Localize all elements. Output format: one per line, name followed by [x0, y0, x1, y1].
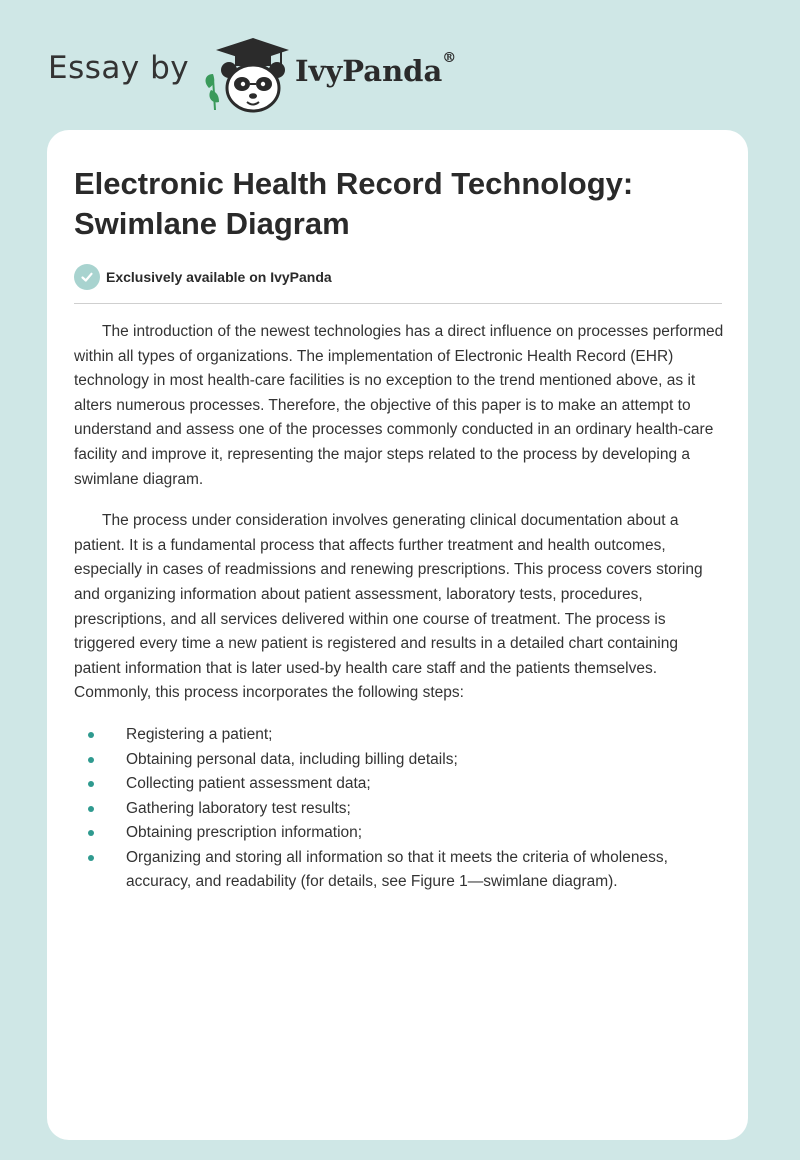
exclusive-badge-label: Exclusively available on IvyPanda [106, 269, 332, 285]
paragraph-process: The process under consideration involves generating clinical documentation about a patient. It is a fundamental process that affects further treatment and health outcomes, especially in cases of readmissions and renewing prescriptions. This process covers storing and organizing information about patient assessment, laboratory tests, procedures, prescriptions, and all services delivered within one course of treatment. The process is triggered every time a new patient is registered and results in a detailed chart containing patient information that is later used-by health care staff and the patients themselves. Commonly, this process incorporates the following steps: [74, 512, 703, 702]
list-item-text: Registering a patient; [126, 725, 273, 743]
steps-list [74, 723, 726, 895]
list-item-text: Collecting patient assessment data; [126, 775, 371, 793]
list-item-text: Obtaining personal data, including billing details; [126, 750, 458, 768]
list-item-text: Obtaining prescription information; [126, 824, 363, 842]
list-item [74, 846, 726, 895]
bullet-dot [88, 806, 94, 812]
essay-body [74, 320, 726, 895]
list-item [74, 723, 726, 748]
list-item-text: Organizing and storing all information so that it meets the criteria of wholeness, accuracy, and readability (for details, see Figure 1—swimlane diagram). [126, 848, 668, 891]
bullet-dot [88, 757, 94, 763]
essay-card [47, 130, 748, 1140]
essay-by-label: Essay by [48, 50, 190, 86]
page-title: Electronic Health Record Technology: Swimlane Diagram [74, 166, 634, 241]
registered-mark: ® [442, 50, 457, 66]
list-item [74, 772, 726, 797]
brand-name-text: IvyPanda [295, 54, 443, 88]
paragraph-intro: The introduction of the newest technologies has a direct influence on processes performed within all types of organizations. The implementation of Electronic Health Record (EHR) technology in most health-care facilities is no exception to the trend mentioned above, as it alters numerous processes. Therefore, the objective of this paper is to make an attempt to understand and assess one of the processes commonly conducted in an ordinary health-care facility and improve it, representing the major steps related to the process by developing a swimlane diagram. [74, 323, 724, 488]
bullet-dot [88, 830, 94, 836]
bullet-dot [88, 781, 94, 787]
list-item [74, 748, 726, 773]
list-item [74, 797, 726, 822]
brand-name[interactable] [295, 50, 457, 88]
panda-graduation-cap-icon[interactable] [201, 34, 291, 114]
divider [74, 303, 722, 304]
exclusive-badge [74, 264, 332, 290]
bullet-dot [88, 855, 94, 861]
site-header [48, 34, 648, 114]
bullet-dot [88, 732, 94, 738]
list-item-text: Gathering laboratory test results; [126, 799, 351, 817]
list-item [74, 821, 726, 846]
check-circle-icon [74, 264, 100, 290]
